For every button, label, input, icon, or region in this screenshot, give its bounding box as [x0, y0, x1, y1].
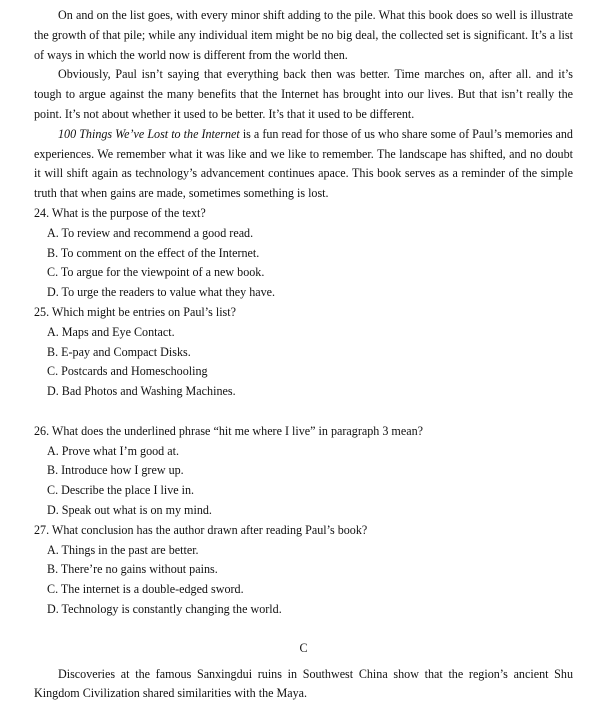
q25-option-b: B. E-pay and Compact Disks.: [47, 344, 191, 359]
book-title: 100 Things We’ve Lost to the Internet: [58, 126, 240, 141]
question-24: 24. What is the purpose of the text?: [34, 205, 206, 220]
q26-option-b: B. Introduce how I grew up.: [47, 463, 184, 478]
q27-option-a: A. Things in the past are better.: [47, 542, 199, 557]
q25-option-c: C. Postcards and Homeschooling: [47, 364, 208, 379]
paragraph-1: On and on the list goes, with every minor shift adding to the pile. What this book does so well is illustrate the growth of that pile; while any individual item might be no big deal, the collected set is significant. It’s a list of ways in which the world now is different from the world then.: [34, 8, 573, 62]
q26-option-c: C. Describe the place I live in.: [47, 483, 195, 498]
section-c-paragraph: Discoveries at the famous Sanxingdui ruins in Southwest China show that the region’s ancient Shu Kingdom Civilization shared similarities with the Maya.: [34, 666, 573, 701]
question-27: 27. What conclusion has the author drawn after reading Paul’s book?: [34, 522, 368, 537]
q24-option-c: C. To argue for the viewpoint of a new book.: [47, 265, 265, 280]
paragraph-2: Obviously, Paul isn’t saying that everything back then was better. Time marches on, after all. and it’s tough to argue against the many benefits that the Internet has brought into our lives. But that isn’t really the point. It’s not about whether it used to be better. It’s that it used to be different.: [34, 67, 573, 121]
q24-option-d: D. To urge the readers to value what they have.: [47, 285, 276, 300]
q26-option-a: A. Prove what I’m good at.: [47, 443, 179, 458]
q25-option-a: A. Maps and Eye Contact.: [47, 324, 175, 339]
q27-option-b: B. There’re no gains without pains.: [47, 562, 218, 577]
section-heading-c: C: [299, 640, 308, 655]
paragraph-3-text: is a fun read for those of us who share some of Paul’s memories and experiences. We remember what it was like and we like to remember. The landscape has shifted, and no doubt it will shift again as technology’s advancement continues apace. This book serves as a reminder of the simple truth that when gains are made, sometimes something is lost.: [34, 126, 573, 201]
q27-option-c: C. The internet is a double-edged sword.: [47, 582, 244, 597]
paragraph-3: [34, 125, 573, 204]
q26-option-d: D. Speak out what is on my mind.: [47, 502, 212, 517]
q25-option-d: D. Bad Photos and Washing Machines.: [47, 384, 236, 399]
q24-option-a: A. To review and recommend a good read.: [47, 225, 254, 240]
question-25: 25. Which might be entries on Paul’s list?: [34, 304, 236, 319]
spacer: [34, 402, 573, 422]
question-26: 26. What does the underlined phrase “hit me where I live” in paragraph 3 mean?: [34, 423, 423, 438]
q27-option-d: D. Technology is constantly changing the world.: [47, 601, 282, 616]
q24-option-b: B. To comment on the effect of the Internet.: [47, 245, 260, 260]
